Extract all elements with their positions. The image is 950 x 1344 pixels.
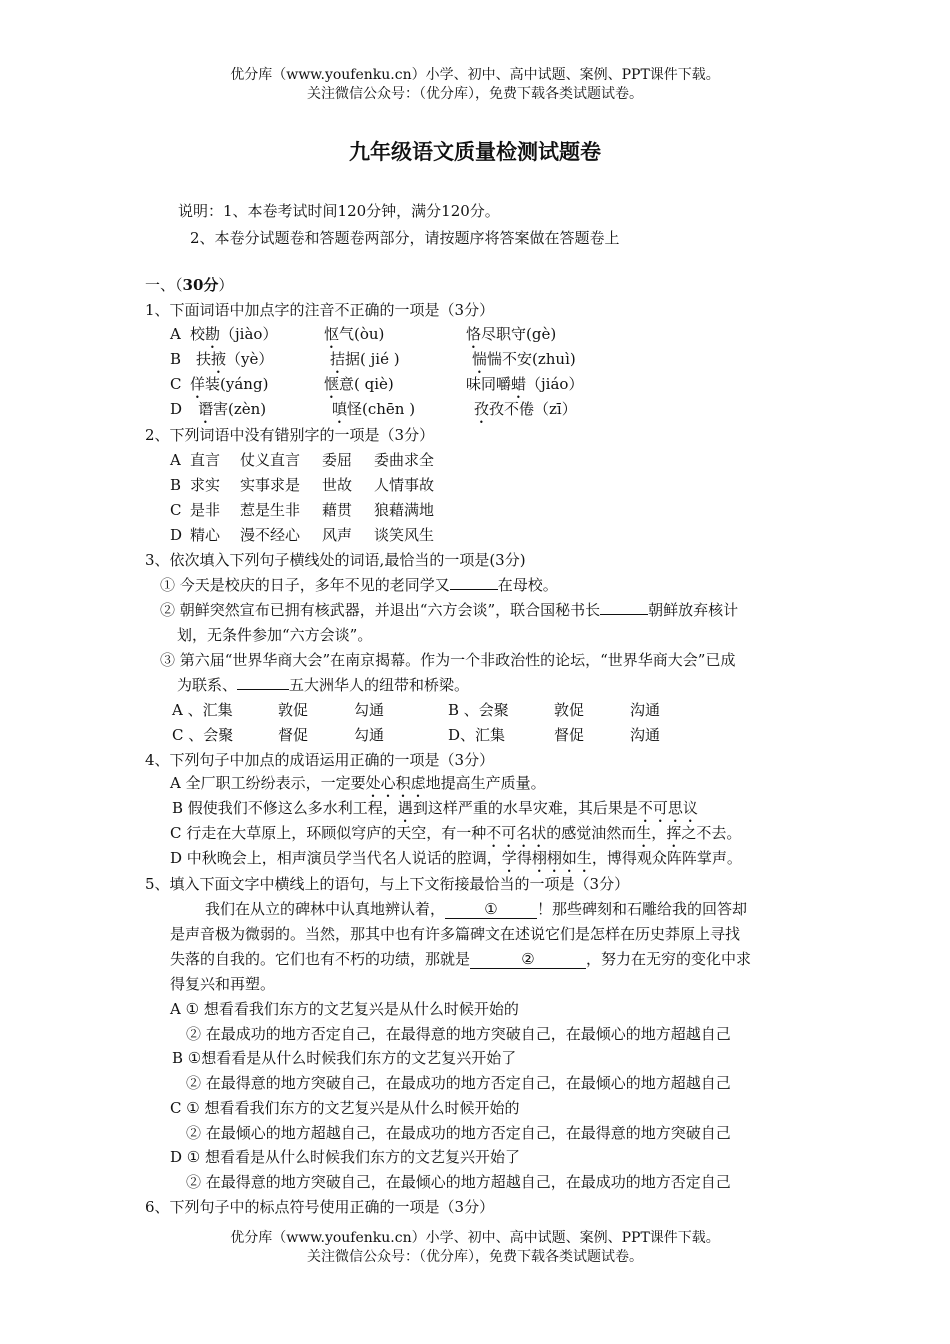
q5-option-b-1: B ①想看看是从什么时候我们东方的文艺复兴开始了 [172, 1049, 517, 1067]
q3-sentence-1: ① 今天是校庆的日子，多年不见的老同学又 在母校。 [160, 576, 558, 594]
q3-options-ab: A 、汇集 敦促 勾通 B 、会聚 敦促 沟通 [172, 701, 661, 719]
q5-option-d-1: D ① 想看看是从什么时候我们东方的文艺复兴开始了 [170, 1148, 521, 1166]
header-line-2: 关注微信公众号：（优分库），免费下载各类试题试卷。 [307, 86, 643, 102]
q2-option-d: D 精心 漫不经心 风声 谈笑风生 [170, 526, 435, 544]
page-title: 九年级语文质量检测试题卷 [349, 139, 601, 164]
q3-sentence-3-cont: 为联系、 五大洲华人的纽带和桥梁。 [177, 676, 470, 694]
q3-stem: 3、依次填入下列句子横线处的词语,最恰当的一项是(3分) [145, 551, 526, 569]
q3-options-cd: C 、会聚 督促 勾通 D、汇集 督促 沟通 [172, 726, 661, 744]
q3-sentence-3: ③ 第六届“世界华商大会”在南京揭幕。作为一个非政治性的论坛，“世界华商大会”已成 [160, 651, 736, 669]
q4-option-d: D 中秋晚会上，相声演员学当代名人说话的腔调，学得栩栩如生，博得观众阵阵掌声。 [170, 849, 742, 867]
q4-option-c: C 行走在大草原上，环顾似穹庐的天空，有一种不可名状的感觉油然而生，挥之不去。 [170, 824, 742, 842]
q6-stem: 6、下列句子中的标点符号使用正确的一项是（3分） [145, 1198, 495, 1216]
q5-option-d-2: ② 在最得意的地方突破自己，在最倾心的地方超越自己，在最成功的地方否定自己 [186, 1173, 731, 1191]
q2-stem: 2、下列词语中没有错别字的一项是（3分） [145, 426, 435, 444]
q5-passage-line-4: 得复兴和再塑。 [170, 975, 276, 993]
footer-line-2: 关注微信公众号：（优分库），免费下载各类试题试卷。 [307, 1249, 643, 1265]
q5-passage-line-1: 我们在从立的碑林中认真地辨认着， ① ！那些碑刻和石雕给我的回答却 [205, 900, 748, 918]
q2-option-a: A 直言 仗义直言 委屈 委曲求全 [170, 451, 435, 469]
q2-option-c: C 是非 惹是生非 藉贯 狼藉满地 [170, 501, 435, 519]
q1-option-c: C 佯装(yáng) 惬意( qiè) 味同嚼蜡（jiáo） [170, 375, 584, 393]
q5-passage-line-3: 失落的自我的。它们也有不朽的功绩，那就是 ② ，努力在无穷的变化中求 [170, 950, 752, 968]
q1-option-b: B 扶掖（yè） 拮据( jié ) 惴惴不安(zhuì) [170, 350, 576, 368]
q5-option-a-1: A ① 想看看我们东方的文艺复兴是从什么时候开始的 [170, 1000, 519, 1018]
q4-stem: 4、下列句子中加点的成语运用正确的一项是（3分） [145, 751, 495, 769]
q5-passage-line-2: 是声音极为微弱的。当然，那其中也有许多篇碑文在述说它们是怎样在历史莽原上寻找 [170, 925, 741, 943]
q5-option-c-1: C ① 想看看我们东方的文艺复兴是从什么时候开始的 [170, 1099, 520, 1117]
q1-option-a: A 校勘（jiào） 怄气(òu) 恪尽职守(gè) [170, 325, 557, 343]
q5-option-a-2: ② 在最成功的地方否定自己，在最得意的地方突破自己，在最倾心的地方超越自己 [186, 1025, 731, 1043]
note-2: 2、本卷分试题卷和答题卷两部分，请按题序将答案做在答题卷上 [190, 229, 620, 247]
q1-stem: 1、下面词语中加点字的注音不正确的一项是（3分） [145, 301, 495, 319]
q1-option-d: D 谮害(zèn) 嗔怪(chēn ) 孜孜不倦（zī） [170, 400, 577, 418]
footer-line-1: 优分库（www.youfenku.cn）小学、初中、高中试题、案例、PPT课件下载。 [230, 1230, 720, 1246]
q4-option-a: A 全厂职工纷纷表示，一定要处心积虑地提高生产质量。 [170, 774, 546, 792]
q2-option-b: B 求实 实事求是 世故 人情事故 [170, 476, 435, 494]
section-heading: 一、（30分） [145, 276, 234, 294]
q5-stem: 5、填入下面文字中横线上的语句，与上下文衔接最恰当的一项是（3分） [145, 875, 630, 893]
header-line-1: 优分库（www.youfenku.cn）小学、初中、高中试题、案例、PPT课件下载。 [230, 67, 720, 83]
note-1: 说明：1、本卷考试时间120分钟，满分120分。 [178, 202, 500, 220]
q3-sentence-2-cont: 划，无条件参加“六方会谈”。 [177, 626, 373, 644]
q4-option-b: B 假使我们不修这么多水利工程，遇到这样严重的水旱灾难，其后果是不可思议 [172, 799, 698, 817]
q3-sentence-2: ② 朝鲜突然宣布已拥有核武器，并退出“六方会谈”，联合国秘书长 朝鲜放弃核计 [160, 601, 739, 619]
q5-option-b-2: ② 在最得意的地方突破自己，在最成功的地方否定自己，在最倾心的地方超越自己 [186, 1074, 731, 1092]
q5-option-c-2: ② 在最倾心的地方超越自己，在最成功的地方否定自己，在最得意的地方突破自己 [186, 1124, 731, 1142]
